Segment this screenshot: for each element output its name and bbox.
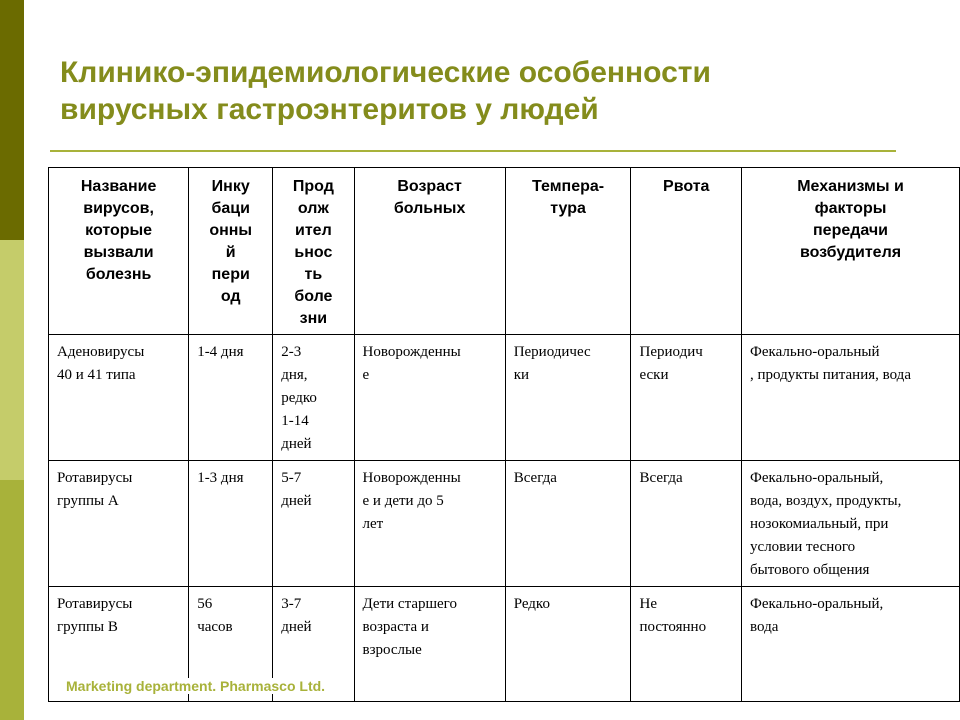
cell-line: од [220,288,241,305]
footer-text: Marketing department. Pharmasco Ltd. [66,678,329,694]
cell-line: Не [639,596,657,612]
decor-band-light [0,240,24,480]
cell-line: Инку [211,178,250,195]
table-cell [189,335,273,461]
cell-line: дней [281,619,312,635]
cell-line: онны [209,222,253,239]
cell-line: ки [513,367,530,383]
cell-line: Периодичес [513,344,591,360]
cell-line: условии тесного [750,539,856,555]
header-cell [354,168,505,335]
cell-line: ески [639,367,669,383]
cell-line: Дети старшего [362,596,457,612]
table-cell [631,335,742,461]
cell-line: дней [281,493,312,509]
table-cell [742,461,960,587]
cell-line: вода [750,619,779,635]
cell-line: ител [295,222,332,239]
cell-line: е и дети до 5 [362,493,444,509]
cell-line: часов [197,619,233,635]
cell-line: боле [294,288,333,305]
table-row [49,461,960,587]
table-cell [354,587,505,702]
slide-title [60,54,920,128]
header-cell [49,168,189,335]
cell-line: возраста и [362,619,429,635]
cell-line: лет [362,516,384,532]
table-cell [505,587,631,702]
cell-line: Новорожденны [362,470,461,486]
table-cell [631,587,742,702]
cell-line: передачи [813,222,889,239]
cell-line: 3-7 [281,596,302,612]
decor-band-mid [0,480,24,720]
slide-title-line-1: Клинико-эпидемиологические особенности [60,56,711,89]
cell-line: 5-7 [281,470,302,486]
data-table [48,167,960,702]
table-cell [49,335,189,461]
cell-line: е [362,367,370,383]
table-cell [742,587,960,702]
cell-line: пери [211,266,250,283]
table-cell [354,335,505,461]
cell-line: тура [550,200,586,217]
cell-line: группы А [57,493,119,509]
table-cell [742,335,960,461]
cell-line: й [225,244,236,261]
table-cell [189,461,273,587]
cell-line: Механизмы и [797,178,904,195]
table-cell [631,461,742,587]
cell-line: Фекально-оральный, [750,470,884,486]
cell-line: Фекально-оральный, [750,596,884,612]
header-cell [742,168,960,335]
cell-line: 40 и 41 типа [57,367,136,383]
cell-line: Рвота [663,178,710,195]
cell-line: вирусов, [83,200,154,217]
table-cell [354,461,505,587]
cell-line: баци [211,200,250,217]
cell-line: Аденовирусы [57,344,145,360]
cell-line: , продукты питания, вода [750,367,911,383]
cell-line: Всегда [639,470,683,486]
cell-line: Новорожденны [362,344,461,360]
cell-line: бытового общения [750,562,870,578]
cell-line: 2-3 [281,344,302,360]
cell-line: Прод [292,178,334,195]
cell-line: Фекально-оральный [750,344,880,360]
cell-line: 56 [197,596,213,612]
cell-line: факторы [814,200,887,217]
table-row [49,335,960,461]
cell-line: Всегда [513,470,557,486]
cell-line: олж [297,200,329,217]
cell-line: больных [393,200,466,217]
cell-line: Название [80,178,157,195]
cell-line: Ротавирусы [57,470,133,486]
cell-line: Редко [513,596,550,612]
table-cell [505,461,631,587]
header-cell [631,168,742,335]
header-cell [273,168,354,335]
decor-band-dark [0,0,24,240]
cell-line: вызвали [83,244,154,261]
cell-line: Ротавирусы [57,596,133,612]
cell-line: Возраст [397,178,462,195]
header-cell [505,168,631,335]
cell-line: ьнос [294,244,333,261]
cell-line: ть [304,266,323,283]
cell-line: вода, воздух, продукты, [750,493,902,509]
cell-line: Периодич [639,344,703,360]
table-header-row [49,168,960,335]
cell-line: редко [281,390,317,406]
cell-line: 1-14 [281,413,309,429]
cell-line: болезнь [85,266,152,283]
cell-line: зни [299,310,328,327]
cell-line: группы В [57,619,118,635]
title-divider [50,150,896,152]
cell-line: нозокомиальный, при [750,516,889,532]
cell-line: которые [85,222,153,239]
table-cell [49,461,189,587]
cell-line: 1-4 дня [197,344,244,360]
header-cell [189,168,273,335]
cell-line: взрослые [362,642,422,658]
cell-line: 1-3 дня [197,470,244,486]
cell-line: Темпера- [532,178,605,195]
slide-title-line-2: вирусных гастроэнтеритов у людей [60,93,599,126]
cell-line: постоянно [639,619,707,635]
table-cell [273,335,354,461]
table-cell [273,461,354,587]
table-cell [505,335,631,461]
cell-line: возбудителя [799,244,902,261]
cell-line: дней [281,436,312,452]
cell-line: дня, [281,367,308,383]
